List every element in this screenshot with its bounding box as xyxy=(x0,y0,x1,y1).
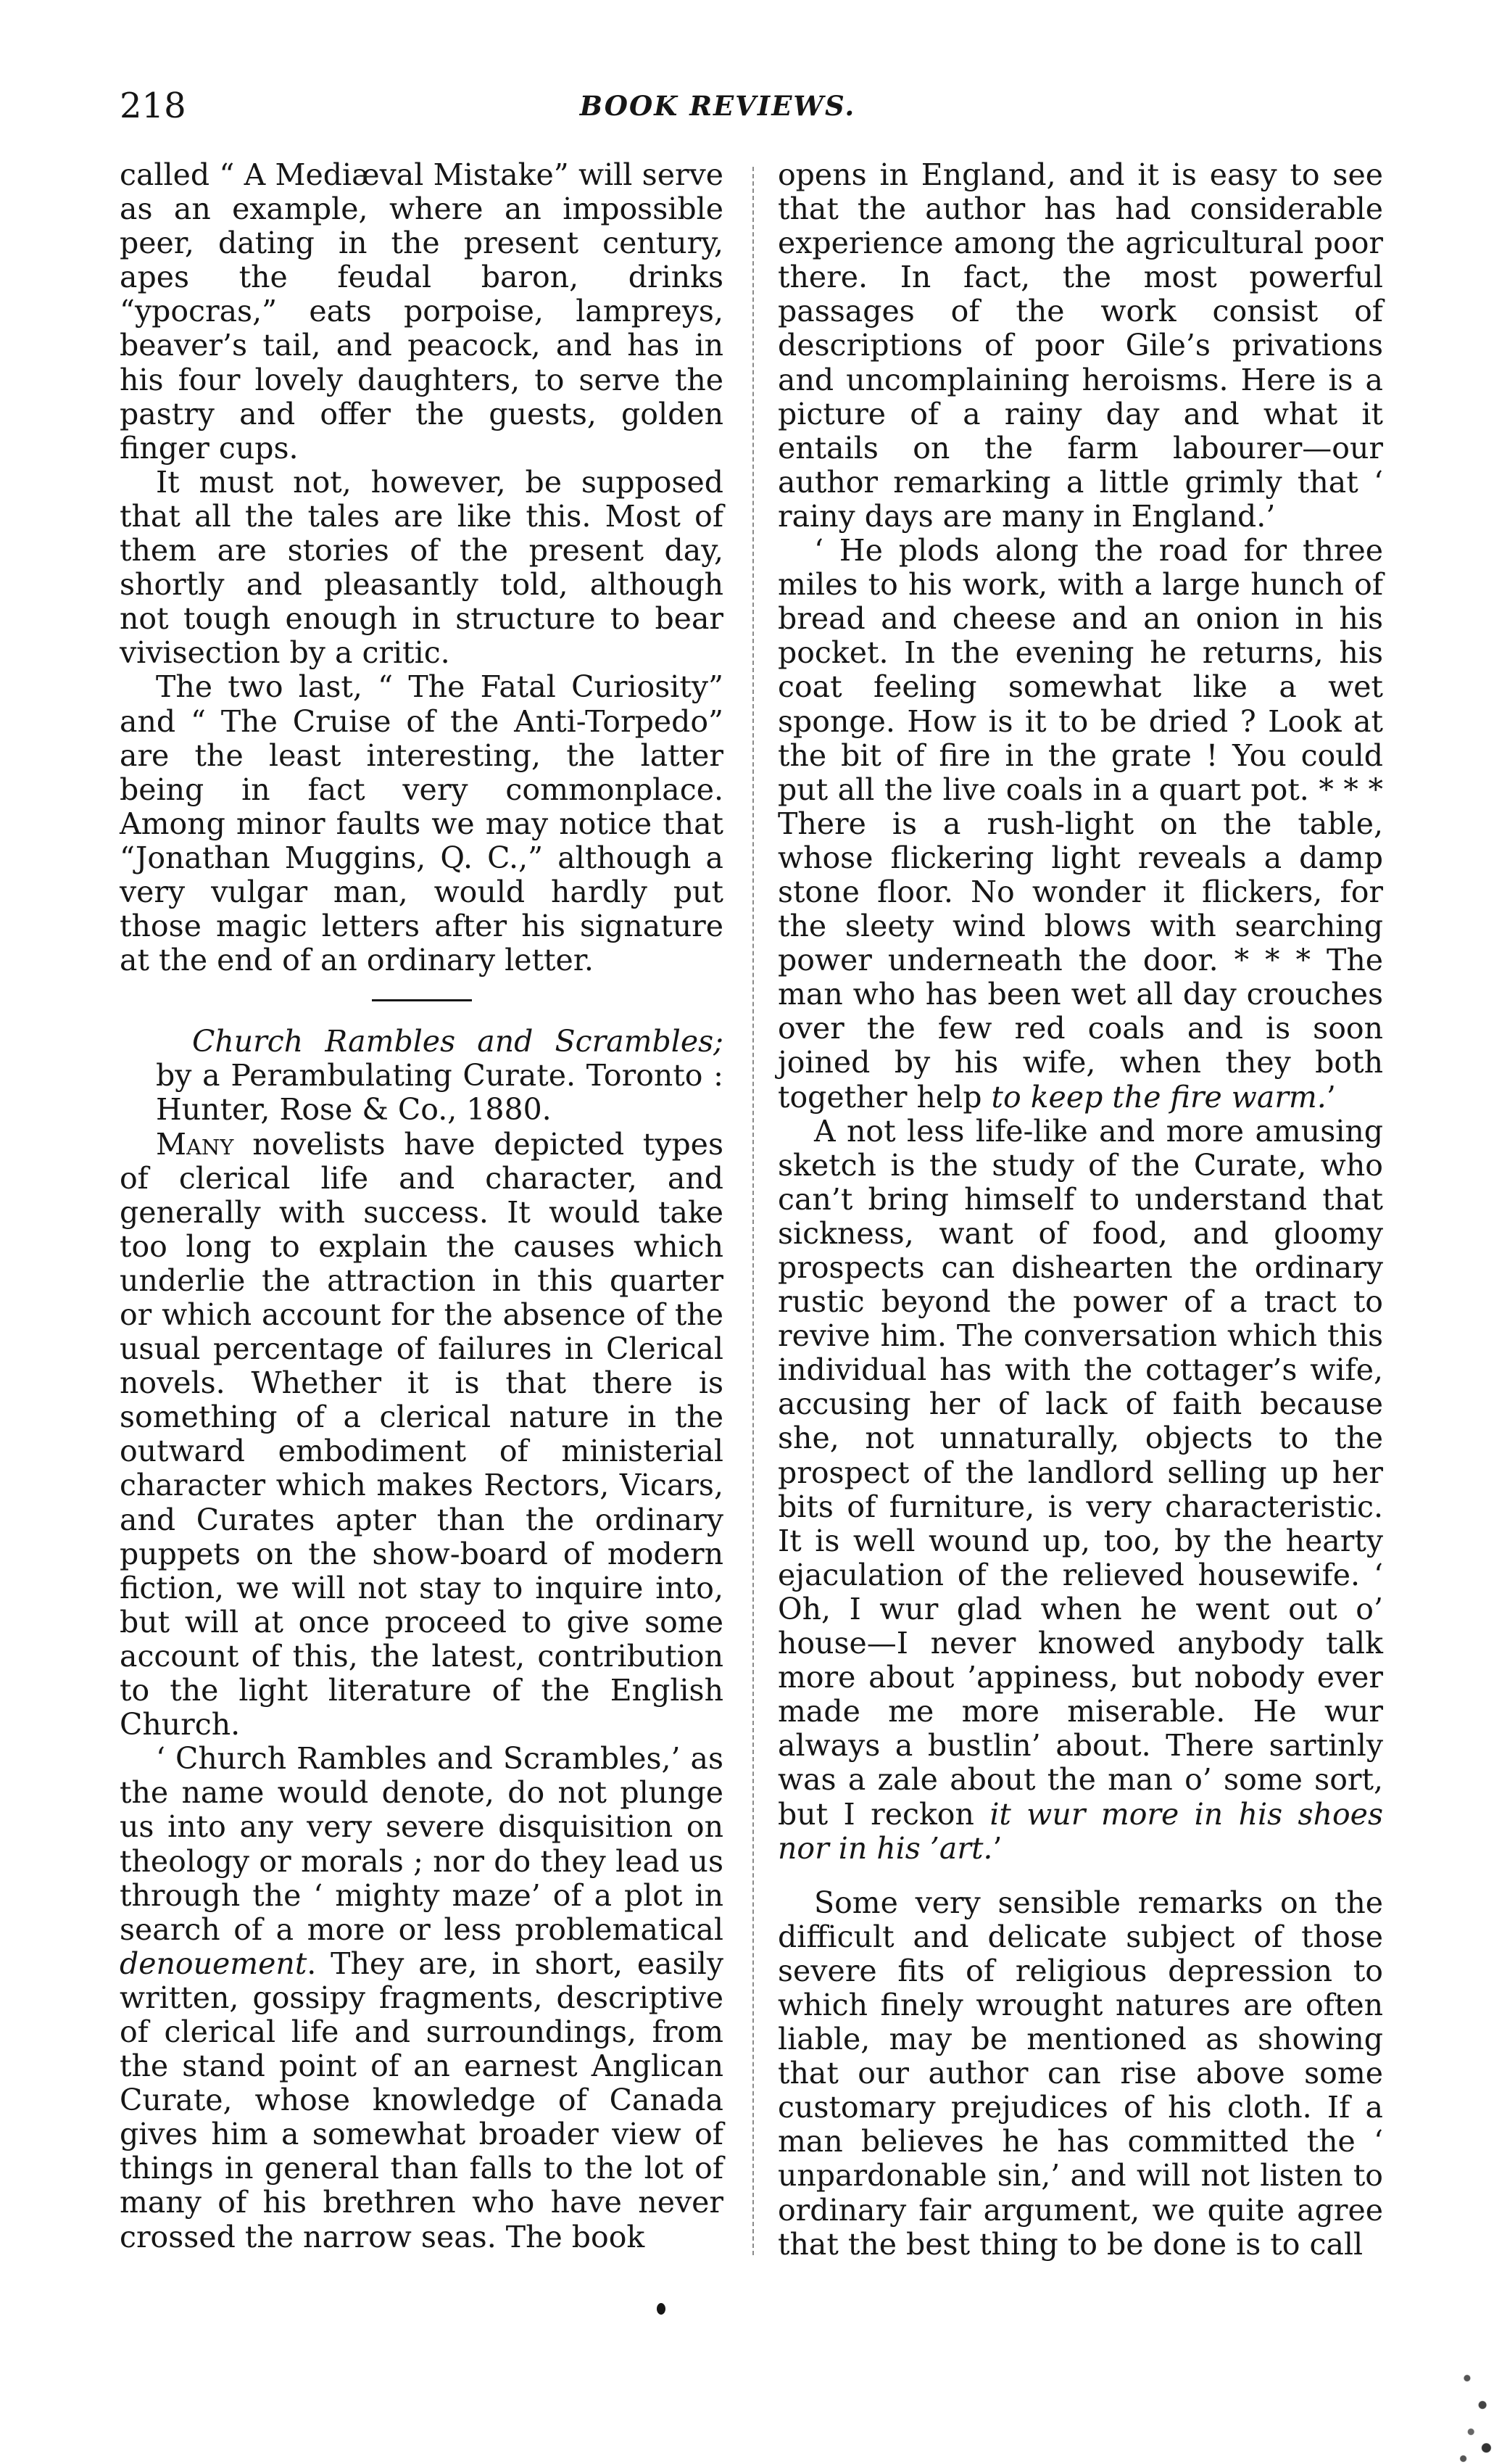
review-drop-word: Many xyxy=(156,1126,234,1162)
paper-edge-speckle xyxy=(1456,2357,1494,2464)
intro-paragraph-2: It must not, however, be supposed that all the tales are like this. Most of them are stories of the present day, shortly and pleasantly told, although not tough enough in structure to bear vivisection by a critic. xyxy=(120,464,723,671)
curate-sketch-text: A not less life-like and more amusing sketch is the study of the Curate, who can’t bring himself to understand that sickness, want of food, and gloomy prospects can dishearten the ordinary rustic beyond the power of a tract to revive him. The conversation which this individual has with the cottager’s wife, accusing her of lack of faith because she, not unnaturally, objects to the prospect of the landlord selling up her bits of furniture, is very characteristic. It is well wound up, too, by the hearty ejaculation of the relieved housewife. ‘ Oh, I wur glad when he went out o’ house—I never knowed anybody talk more about ’appiness, but nobody ever made me more miserable. He wur always a bustlin’ about. There sartinly was a zale about the man o’ some sort, but I reckon xyxy=(778,1113,1383,1832)
citation-title: Church Rambles and Scrambles; xyxy=(192,1024,723,1059)
column-divider xyxy=(752,167,754,2255)
page-header xyxy=(0,86,1494,129)
review-paragraph-2-italic: denouement xyxy=(120,1946,307,1981)
review-paragraph-1-text: novelists have depicted types of clerical life and character, and generally with success. It would take too long to explain the causes which underlie the attraction in this quarter or which account for the absence of the usual percentage of failures in Clerical novels. Whether it is that there is something of a clerical nature in the outward embodiment of ministerial character which makes Rectors, Vicars, and Curates apter than the ordinary puppets on the show-board of modern fiction, we will not stay to inquire into, but will at once proceed to give some account of this, the latest, contribution to the light literature of the English Church. xyxy=(120,1126,723,1742)
review-paragraph-2-start: ‘ Church Rambles and Scrambles,’ as the name would denote, do not plunge us into any very severe disquisition on theology or morals ; nor do they lead us through the ‘ mighty maze’ of a plot in search of a more or less problematical xyxy=(120,1741,723,1947)
right-paragraph-2-quote xyxy=(778,534,1383,1115)
intro-paragraph-3: The two last, “ The Fatal Curiosity” and “ The Cruise of the Anti-Torpedo” are the least interesting, the latter being in fact very commonplace. Among minor faults we may notice that “Jonathan Muggins, Q. C.,” although a very vulgar man, would hardly put those magic letters after his signature at the end of an ordinary letter. xyxy=(120,669,723,978)
right-paragraph-3 xyxy=(778,1115,1383,1866)
quote-end: ’ xyxy=(1326,1079,1336,1115)
quote-text: ‘ He plods along the road for three miles to his work, with a large hunch of bread and cheese and an onion in his pocket. In the evening he returns, his coat feeling somewhat like a wet sponge. How is it to be dried ? Look at the bit of fire in the grate ! You could put all the live coals in a quart pot. * * * There is a rush-light on the table, whose flickering light reveals a damp stone floor. No wonder it flickers, for the sleety wind blows with searching power underneath the door. * * * The man who has been wet all day crouches over the few red coals and is soon joined by his wife, when they both together help xyxy=(778,533,1383,1115)
intro-paragraph-1: called “ A Mediæval Mistake” will serve as an example, where an impossible peer, dating in the present century, apes the feudal baron, drinks “ypocras,” eats porpoise, lampreys, beaver’s tail, and peacock, and has in his four lovely daughters, to serve the pastry and offer the guests, golden finger cups. xyxy=(120,157,723,466)
review-paragraph-1 xyxy=(120,1128,723,1742)
review-paragraph-2-end: . They are, in short, easily written, gossipy fragments, descriptive of clerical life and surroundings, from the stand point of an earnest Anglican Curate, whose knowledge of Canada gives him a somewhat broader view of things in general than falls to the lot of many of his brethren who have never crossed the narrow seas. The book xyxy=(120,1946,723,2254)
right-paragraph-4: Some very sensible remarks on the difficult and delicate subject of those severe fits of religious depression to which finely wrought natures are often liable, may be mentioned as showing that our author can rise above some customary prejudices of his cloth. If a man believes he has committed the ‘ unpardonable sin,’ and will not listen to ordinary fair argument, we quite agree that the best thing to be done is to call xyxy=(778,1885,1383,2262)
citation-details: by a Perambulating Curate. Toronto : Hunter, Rose & Co., 1880. xyxy=(156,1058,723,1128)
curate-sketch-italic: it wur more in his shoes nor in his ’art. xyxy=(778,1796,1383,1866)
running-title: BOOK REVIEWS. xyxy=(579,90,856,122)
right-column xyxy=(778,158,1383,2262)
review-paragraph-2 xyxy=(120,1742,723,2254)
left-column xyxy=(120,158,723,2254)
book-citation xyxy=(120,1025,723,1127)
page-number: 218 xyxy=(120,86,186,126)
curate-sketch-end: ’ xyxy=(992,1830,1003,1866)
right-paragraph-1: opens in England, and it is easy to see that the author has had considerable experience among the agricultural poor there. In fact, the most powerful passages of the work consist of descriptions of poor Gile’s privations and uncomplaining heroisms. Here is a picture of a rainy day and what it entails on the farm labourer—our author remarking a little grimly that ‘ rainy days are many in England.’ xyxy=(778,157,1383,534)
section-divider-rule xyxy=(372,999,472,1001)
quote-italic: to keep the fire warm. xyxy=(991,1079,1327,1115)
page-mark-dot xyxy=(657,2303,665,2315)
